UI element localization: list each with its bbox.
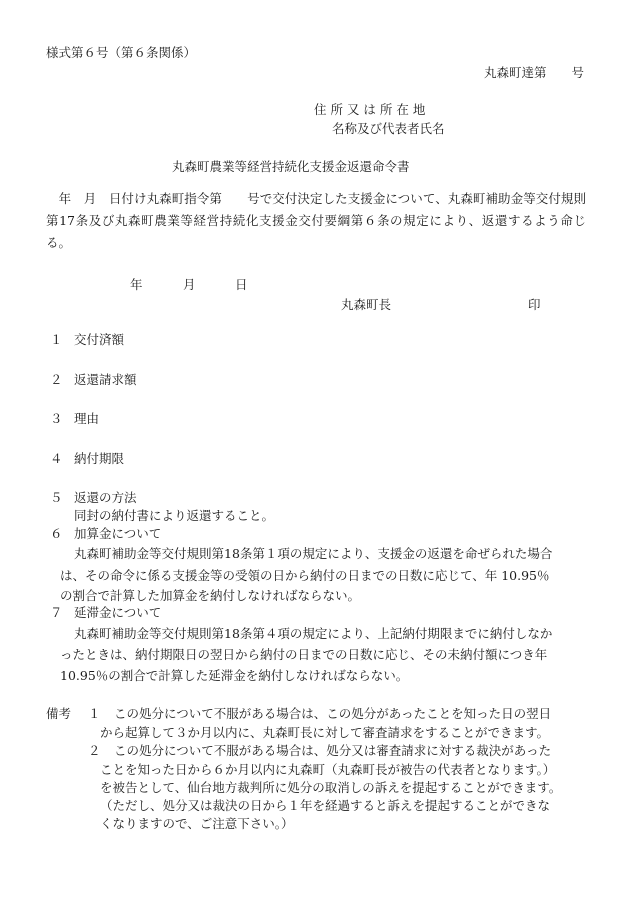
remark-number: ２: [88, 743, 101, 758]
additional-charge-line: 丸森町補助金等交付規則第18条第１項の規定により、支援金の返還を命ぜられた場合: [74, 546, 553, 561]
late-charge-line: 丸森町補助金等交付規則第18条第４項の規定により、上記納付期限までに納付しなか: [74, 626, 553, 641]
document-number: 丸森町達第 号: [483, 65, 584, 80]
issuer-title: 丸森町長: [341, 297, 392, 312]
remark-line: （ただし、処分又は裁決の日から１年を経過すると訴えを提起することができな: [100, 798, 551, 813]
order-body-text: 年 月 日付け丸森町指令第 号で交付決定した支援金について、丸森町補助金等交付規則第17条及び丸森町農業等経営持続化支援金交付要綱第６条の規定により、返還するよう命じる。: [46, 191, 586, 250]
item-label-payment-deadline: 納付期限: [74, 451, 125, 466]
date-year: 年: [130, 277, 143, 292]
remark-line: から起算して３か月以内に、丸森町長に対して審査請求をすることができます。: [100, 725, 550, 740]
item-number: ２: [50, 372, 63, 387]
remark-line: この処分について不服がある場合は、この処分があったことを知った日の翌日: [114, 706, 552, 721]
date-month: 月: [183, 277, 196, 292]
item-label-paid-amount: 交付済額: [74, 332, 125, 347]
item-number: ４: [50, 451, 63, 466]
recipient-name-label: 名称及び代表者氏名: [332, 121, 445, 136]
item-number: １: [50, 332, 63, 347]
remark-line: ことを知った日から６か月以内に丸森町（丸森町長が被告の代表者となります。）: [100, 762, 556, 777]
item-number: ６: [50, 526, 63, 541]
document-title: 丸森町農業等経営持続化支援金返還命令書: [172, 159, 410, 174]
refund-method-detail: 同封の納付書により返還すること。: [74, 508, 275, 523]
recipient-address-label: 住 所 又 は 所 在 地: [314, 102, 426, 117]
remark-number: １: [88, 706, 101, 721]
item-number: ３: [50, 411, 63, 426]
remark-line: くなりますので、ご注意下さい。）: [100, 816, 294, 831]
item-number: ７: [50, 605, 63, 620]
seal-mark: 印: [528, 297, 541, 312]
item-label-reason: 理由: [74, 411, 100, 426]
additional-charge-line: の割合で計算した加算金を納付しなければならない。: [60, 588, 361, 603]
late-charge-line: 10.95％の割合で計算した延滞金を納付しなければならない。: [60, 668, 409, 683]
item-label-late-charge: 延滞金について: [74, 605, 162, 620]
remarks-label: 備考: [46, 706, 72, 721]
item-label-refund-method: 返還の方法: [74, 490, 137, 505]
remark-line: この処分について不服がある場合は、処分又は審査請求に対する裁決があった: [114, 743, 552, 758]
item-number: ５: [50, 490, 63, 505]
date-day: 日: [235, 277, 248, 292]
additional-charge-line: は、その命令に係る支援金等の受領の日から納付の日までの日数に応じて、年 10.95％: [60, 568, 550, 583]
form-number: 様式第６号（第６条関係）: [46, 45, 197, 60]
late-charge-line: ったときは、納付期限日の翌日から納付の日までの日数に応じ、その未納付額につき年: [60, 647, 548, 662]
remark-line: を被告として、仙台地方裁判所に処分の取消しの訴えを提起することができます。: [100, 780, 562, 795]
item-label-refund-amount: 返還請求額: [74, 372, 137, 387]
item-label-additional-charge: 加算金について: [74, 526, 162, 541]
